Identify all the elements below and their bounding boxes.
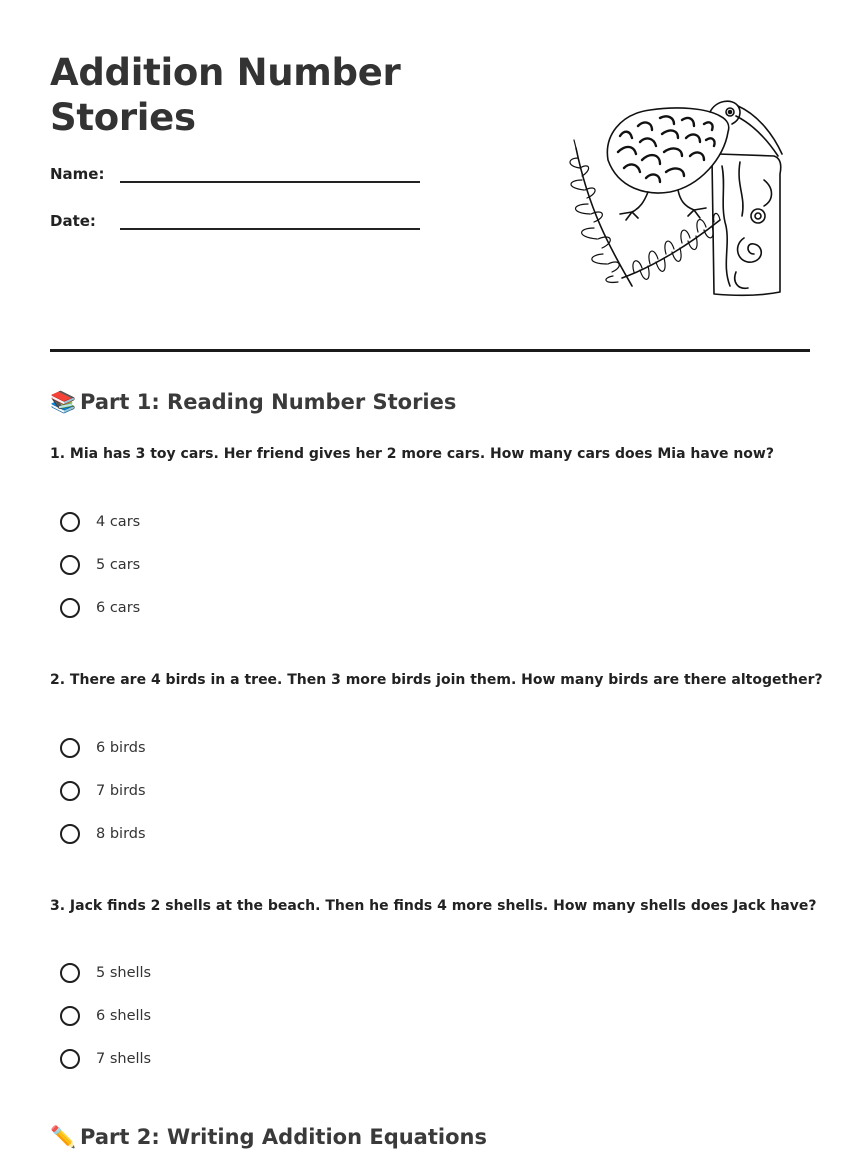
- option-label: 4 cars: [96, 514, 141, 530]
- option-label: 7 shells: [96, 1051, 152, 1067]
- books-icon: 📚: [50, 390, 77, 414]
- pencil-icon: ✏️: [50, 1125, 77, 1149]
- date-field-row: [50, 212, 420, 236]
- question-1-option-b[interactable]: [60, 552, 140, 578]
- question-1-option-c[interactable]: [60, 595, 140, 621]
- radio-button[interactable]: [60, 555, 80, 575]
- question-1: 1. Mia has 3 toy cars. Her friend gives her 2 more cars. How many cars does Mia have now?: [50, 446, 774, 462]
- section-divider: [50, 349, 810, 352]
- radio-button[interactable]: [60, 1006, 80, 1026]
- option-label: 6 birds: [96, 740, 146, 756]
- question-2-option-c[interactable]: [60, 821, 146, 847]
- part2-heading-text: Part 2: Writing Addition Equations: [80, 1125, 487, 1149]
- question-2-option-a[interactable]: [60, 735, 146, 761]
- question-2: 2. There are 4 birds in a tree. Then 3 more birds join them. How many birds are there altogether?: [50, 672, 823, 688]
- option-label: 8 birds: [96, 826, 146, 842]
- radio-button[interactable]: [60, 598, 80, 618]
- question-3-option-b[interactable]: [60, 1003, 151, 1029]
- question-3-option-a[interactable]: [60, 960, 151, 986]
- radio-button[interactable]: [60, 512, 80, 532]
- question-1-option-a[interactable]: [60, 509, 140, 535]
- part1-heading: [50, 388, 456, 416]
- radio-button[interactable]: [60, 824, 80, 844]
- name-field-row: [50, 165, 420, 189]
- part2-heading: [50, 1123, 487, 1151]
- question-3: 3. Jack finds 2 shells at the beach. Then he finds 4 more shells. How many shells does Jack have?: [50, 898, 817, 914]
- option-label: 7 birds: [96, 783, 146, 799]
- part1-heading-text: Part 1: Reading Number Stories: [80, 390, 457, 414]
- date-label: Date:: [50, 212, 96, 230]
- date-input-line[interactable]: [120, 228, 420, 230]
- option-label: 5 cars: [96, 557, 141, 573]
- kiwi-bird-icon: [560, 96, 786, 300]
- question-2-option-b[interactable]: [60, 778, 146, 804]
- option-label: 6 shells: [96, 1008, 152, 1024]
- name-label: Name:: [50, 165, 105, 183]
- radio-button[interactable]: [60, 738, 80, 758]
- name-input-line[interactable]: [120, 181, 420, 183]
- radio-button[interactable]: [60, 963, 80, 983]
- option-label: 5 shells: [96, 965, 152, 981]
- radio-button[interactable]: [60, 1049, 80, 1069]
- question-3-option-c[interactable]: [60, 1046, 151, 1072]
- radio-button[interactable]: [60, 781, 80, 801]
- option-label: 6 cars: [96, 600, 141, 616]
- worksheet-title: Addition Number Stories: [50, 51, 401, 139]
